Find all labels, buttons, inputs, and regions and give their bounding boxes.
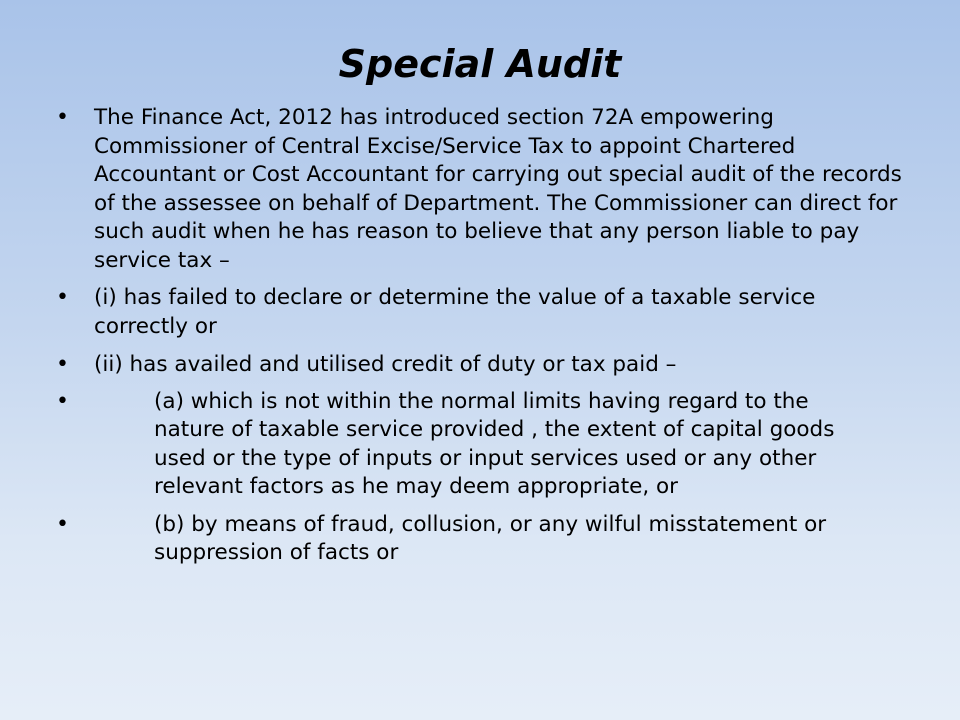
bullet-item [0, 284, 960, 341]
bullet-dot-icon: • [56, 352, 69, 377]
bullet-dot-icon: • [56, 388, 69, 414]
slide-title: Special Audit [338, 42, 622, 86]
bullet-dot-icon: • [56, 285, 69, 310]
bullet-dot-icon: • [56, 105, 69, 130]
bullet-text: The Finance Act, 2012 has introduced section 72A empowering Commissioner of Central Excise/Service Tax to appoint Chartered Accountant or Cost Accountant for carrying out special audit of the records of the assessee on behalf of Department. The Commissioner can direct for such audit when he has reason to believe that any person liable to pay service tax – [94, 105, 902, 273]
bullet-dot-icon: • [56, 511, 69, 537]
bullet-text: (a) which is not within the normal limits having regard to the nature of taxable service provided , the extent of capital goods used or the type of inputs or input services used or any other relevant factors as he may deem appropriate, or [154, 388, 835, 499]
bullet-item [0, 388, 960, 502]
bullet-item [0, 104, 960, 275]
bullet-text: (b) by means of fraud, collusion, or any wilful misstatement or suppression of facts or [154, 511, 827, 565]
bullet-text: (i) has failed to declare or determine the value of a taxable service correctly or [94, 285, 816, 339]
bullet-item [0, 511, 960, 568]
bullet-list [0, 104, 960, 578]
bullet-text: (ii) has availed and utilised credit of duty or tax paid – [94, 352, 677, 377]
bullet-item [0, 351, 960, 380]
